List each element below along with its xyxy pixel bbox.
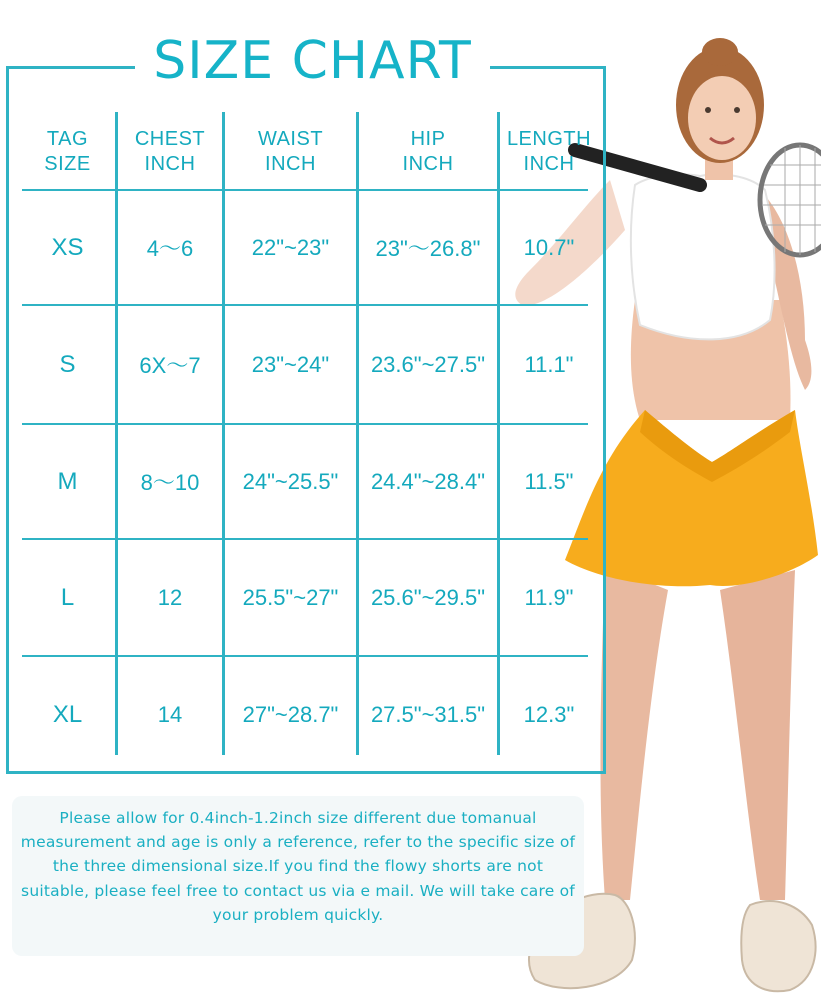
cell-waist: 22"~23" <box>251 234 330 260</box>
header-waist: WAIST INCH <box>257 128 324 175</box>
cell-hip: 24.4"~28.4" <box>370 468 486 494</box>
cell-size: S <box>59 350 76 378</box>
cell-waist: 27"~28.7" <box>242 701 339 727</box>
cell-hip: 23.6"~27.5" <box>370 351 486 377</box>
cell-waist: 24"~25.5" <box>242 468 339 494</box>
cell-size: L <box>60 583 75 611</box>
cell-hip: 23"～26.8" <box>375 236 481 261</box>
cell-chest: 4～6 <box>146 236 194 261</box>
cell-hip: 27.5"~31.5" <box>370 701 486 727</box>
cell-size: XL <box>52 700 83 728</box>
cell-size: M <box>57 467 78 495</box>
cell-waist: 25.5"~27" <box>242 584 339 610</box>
header-length: LENGTH INCH <box>506 128 592 175</box>
size-chart-title: SIZE CHART <box>135 30 490 92</box>
header-tag-size: TAG SIZE <box>44 128 91 175</box>
header-chest: CHEST INCH <box>134 128 206 175</box>
cell-length: 11.1" <box>524 351 574 377</box>
cell-chest: 14 <box>157 701 183 727</box>
cell-hip: 25.6"~29.5" <box>370 584 486 610</box>
header-hip: HIP INCH <box>402 128 454 175</box>
cell-length: 12.3" <box>523 701 575 727</box>
cell-chest: 6X～7 <box>139 353 201 378</box>
cell-length: 11.5" <box>524 468 574 494</box>
size-note: Please allow for 0.4inch-1.2inch size different due tomanual measurement and age is only a reference, refer to the specific size of the three dimensional size.If you find the flowy shorts are not suitable, please feel free to contact us via e mail. We will take care of your problem quickly. <box>20 809 576 924</box>
cell-waist: 23"~24" <box>251 351 330 377</box>
cell-chest: 12 <box>157 584 183 610</box>
cell-length: 11.9" <box>524 584 574 610</box>
cell-length: 10.7" <box>523 234 575 260</box>
cell-size: XS <box>51 233 84 261</box>
cell-chest: 8～10 <box>140 470 200 495</box>
